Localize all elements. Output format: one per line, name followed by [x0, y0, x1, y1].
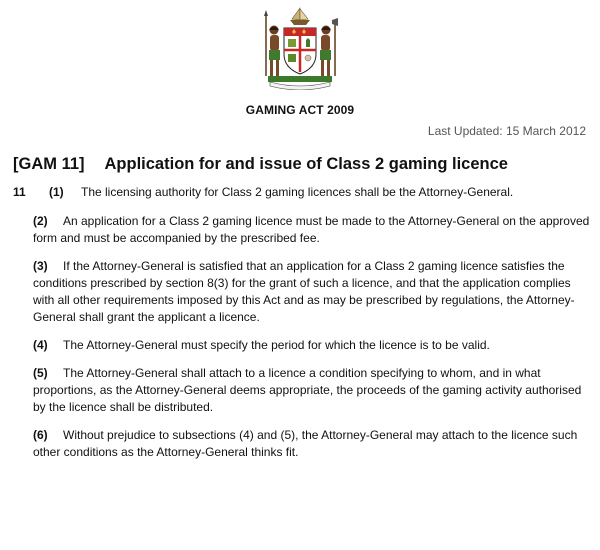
subsection-text: An application for a Class 2 gaming licence must be made to the Attorney-General on the approved form and must be accompanied by the prescribed fee.	[33, 214, 590, 245]
subsection-6	[13, 427, 591, 461]
subsection-text: The Attorney-General shall attach to a licence a condition specifying to whom, and in what proportions, as the Attorney-General deems appropriate, the proceeds of the gaming activity authorised by the licence shall be distributed.	[33, 366, 582, 414]
subsection-1	[13, 184, 591, 201]
last-updated: Last Updated: 15 March 2012	[427, 124, 586, 138]
subsection-5	[13, 365, 591, 416]
subsection-number: (5)	[33, 366, 48, 380]
act-title: GAMING ACT 2009	[245, 103, 355, 117]
subsection-number: (1)	[49, 185, 64, 199]
section-body	[13, 184, 591, 472]
subsection-text: The licensing authority for Class 2 gaming licences shall be the Attorney-General.	[81, 185, 514, 199]
section-heading	[13, 155, 508, 174]
subsection-number: (3)	[33, 259, 48, 273]
subsection-number: (4)	[33, 338, 48, 352]
section-reference: [GAM 11]	[13, 155, 85, 173]
section-title: Application for and issue of Class 2 gaming licence	[104, 155, 508, 173]
subsection-text: Without prejudice to subsections (4) and (5), the Attorney-General may attach to the licence such other conditions as the Attorney-General thinks fit.	[33, 428, 578, 459]
subsection-4	[13, 337, 591, 354]
subsection-number: (2)	[33, 214, 48, 228]
section-number: 11	[13, 185, 26, 199]
subsection-2	[13, 213, 591, 247]
subsection-text: The Attorney-General must specify the period for which the licence is to be valid.	[63, 338, 490, 352]
subsection-text: If the Attorney-General is satisfied that an application for a Class 2 gaming licence satisfies the conditions prescribed by section 8(3) for the grant of such a licence, and that the application complies with all other requirements imposed by this Act and as may be prescribed by regulations, the Attorney-General shall grant the applicant a licence.	[33, 259, 575, 324]
subsection-3	[13, 258, 591, 326]
fiji-coat-of-arms-icon	[258, 6, 342, 90]
subsection-number: (6)	[33, 428, 48, 442]
